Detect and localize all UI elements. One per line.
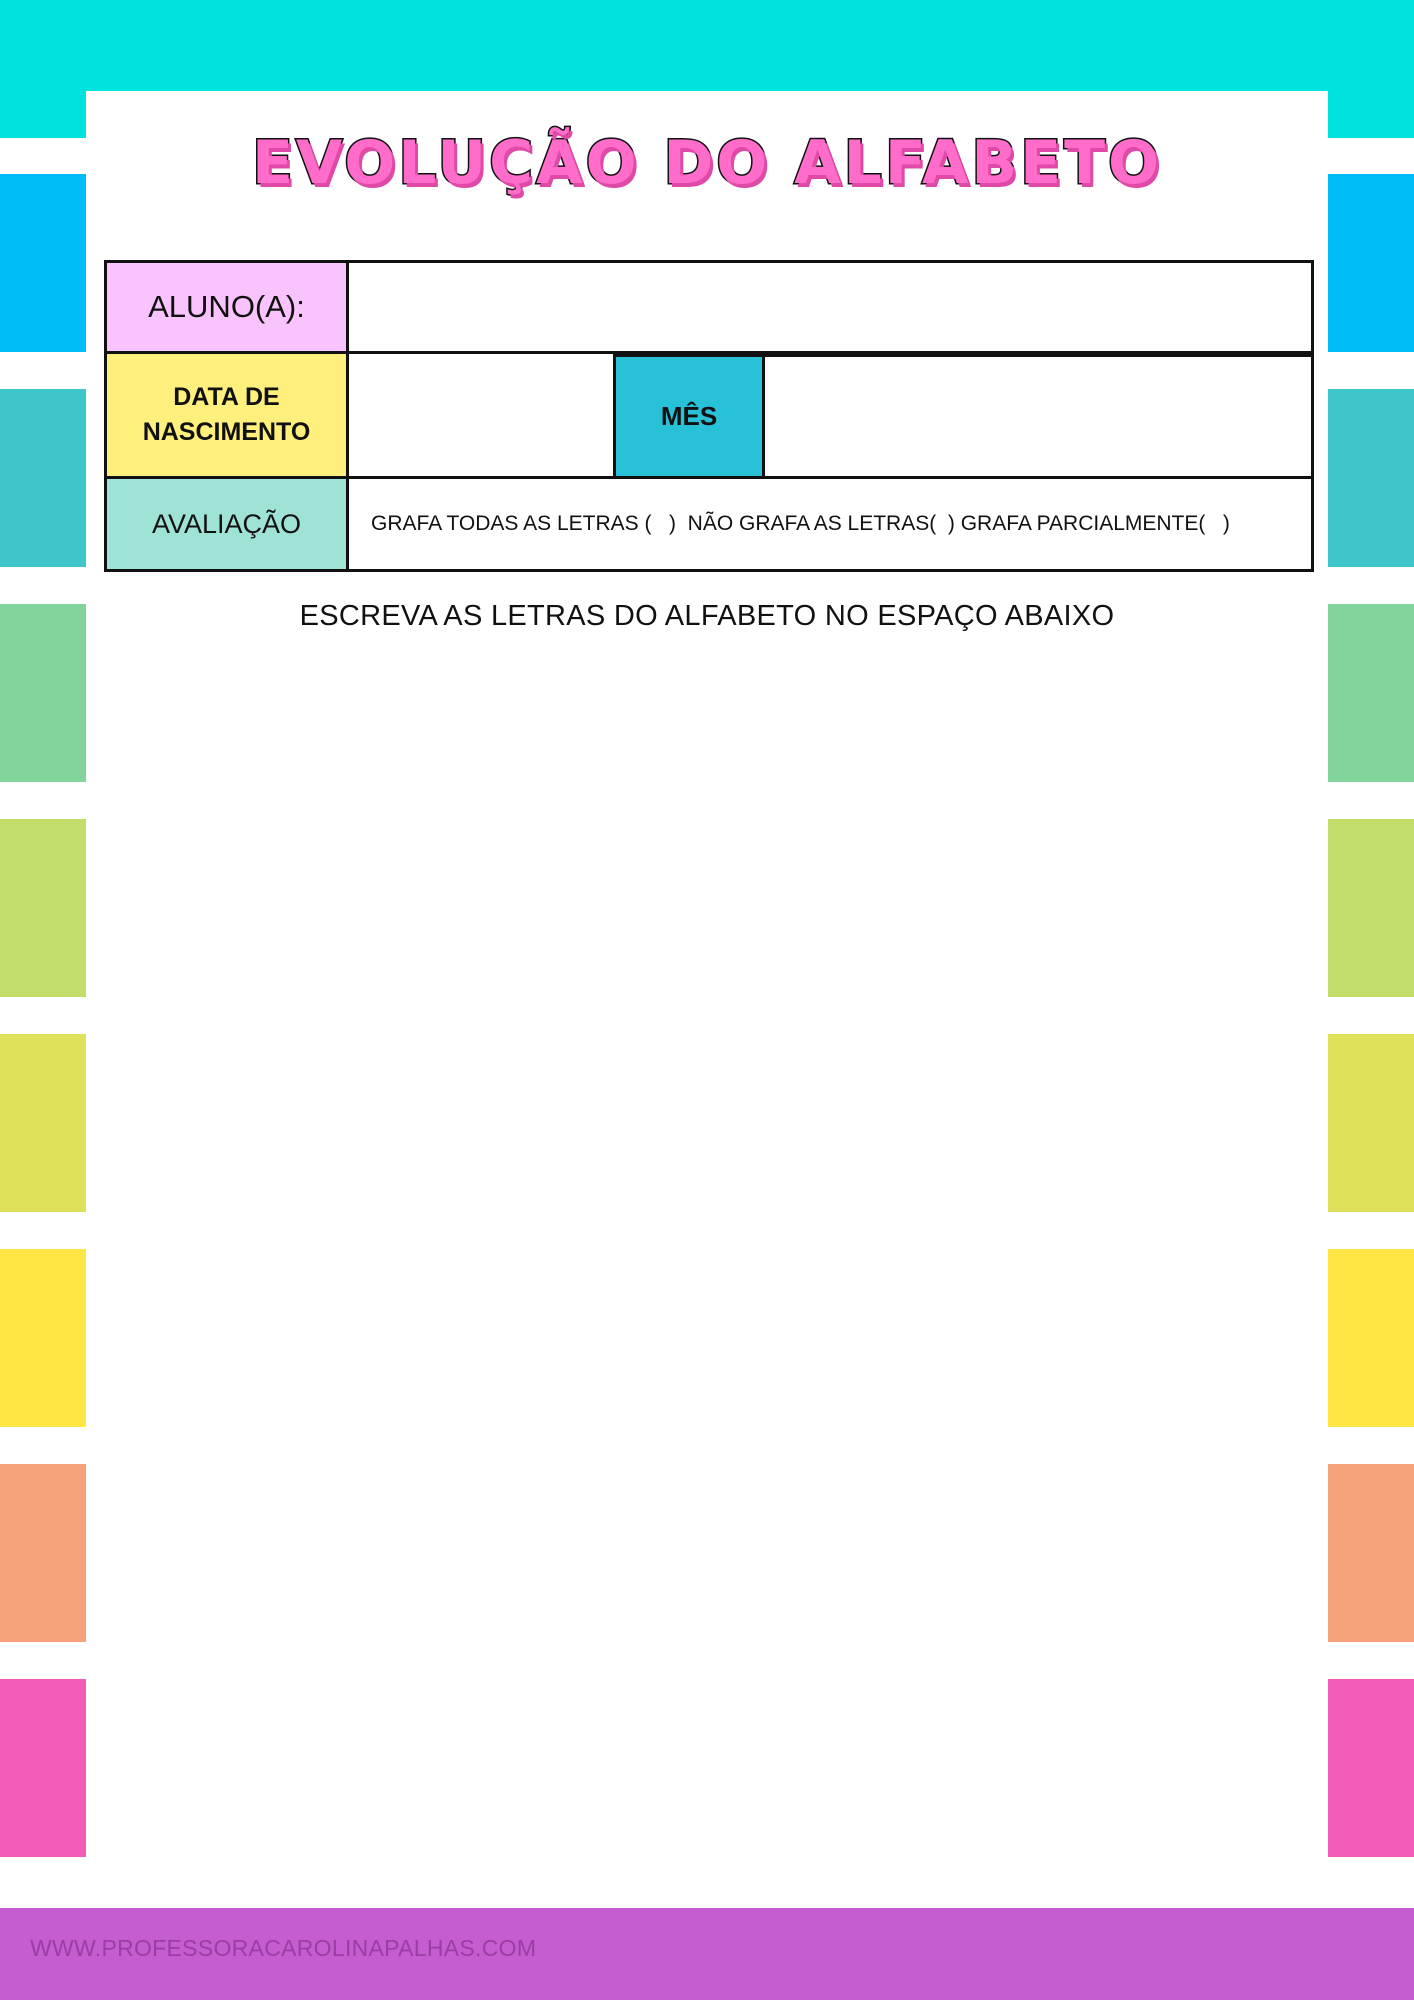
birthdate-label-line2: NASCIMENTO <box>142 418 311 446</box>
birthdate-label-line1: DATA DE <box>173 383 280 411</box>
side-stripe-right-teal <box>1328 389 1414 567</box>
side-stripe-right-lime <box>1328 819 1414 997</box>
student-name-label <box>104 260 349 354</box>
student-info-table <box>104 260 1314 572</box>
evaluation-label <box>104 476 349 572</box>
side-stripe-right-salmon <box>1328 1464 1414 1642</box>
birthdate-label <box>104 351 349 479</box>
footer-website-link[interactable]: WWW.PROFESSORACAROLINAPALHAS.COM <box>30 1935 537 1961</box>
birthdate-label-text <box>143 380 311 450</box>
side-stripe-left-olive <box>0 1034 86 1212</box>
birthdate-field[interactable] <box>346 351 616 479</box>
evaluation-options[interactable] <box>346 476 1314 572</box>
month-label <box>613 354 765 479</box>
side-stripe-right-pink <box>1328 1679 1414 1857</box>
side-stripe-left-pink <box>0 1679 86 1857</box>
student-name-label-text: ALUNO(A): <box>148 289 305 324</box>
evaluation-label-text: AVALIAÇÃO <box>151 508 302 539</box>
side-stripe-right-blue <box>1328 174 1414 352</box>
side-stripe-left-salmon <box>0 1464 86 1642</box>
month-field[interactable] <box>762 354 1314 479</box>
student-name-field[interactable] <box>346 260 1314 354</box>
side-stripe-left-teal <box>0 389 86 567</box>
side-stripe-left-blue <box>0 174 86 352</box>
side-stripe-right-yellow <box>1328 1249 1414 1427</box>
evaluation-options-text: GRAFA TODAS AS LETRAS ( ) NÃO GRAFA AS LETRAS( ) GRAFA PARCIALMENTE( ) <box>371 512 1230 535</box>
writing-instruction: ESCREVA AS LETRAS DO ALFABETO NO ESPAÇO ABAIXO <box>299 600 1115 632</box>
side-stripe-left-lime <box>0 819 86 997</box>
month-label-text: MÊS <box>660 401 718 431</box>
side-stripe-left-yellow <box>0 1249 86 1427</box>
worksheet-title: EVOLUÇÃO DO ALFABETO <box>251 128 1163 198</box>
side-stripe-right-olive <box>1328 1034 1414 1212</box>
